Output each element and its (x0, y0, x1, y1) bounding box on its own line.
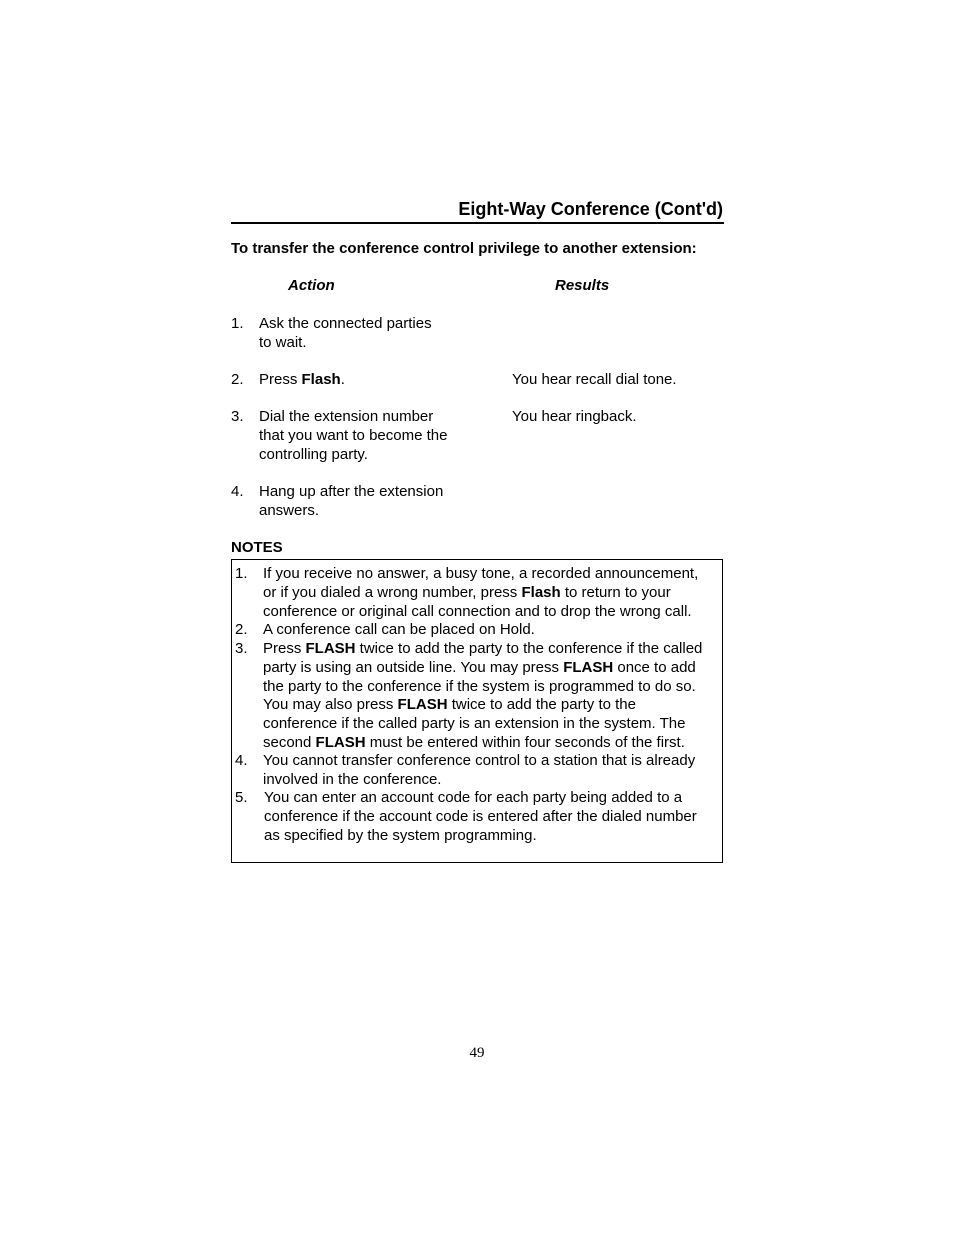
results-column-heading: Results (555, 277, 610, 294)
action-column-heading: Action (288, 277, 335, 294)
note-text: If you receive no answer, a busy tone, a recorded announcement, or if you dialed a wrong number, press Flash to return to your conference or original call connection and to drop the wrong call. (263, 565, 699, 620)
note-text: You cannot transfer conference control to a station that is already involved in the conference. (263, 752, 696, 788)
title-rule (231, 222, 724, 224)
step-action: Press Flash. (259, 371, 345, 388)
step-result: You hear ringback. (512, 408, 637, 425)
step-number: 1. (231, 315, 244, 332)
note-number: 3. (235, 640, 248, 657)
note-number: 1. (235, 565, 248, 582)
note-number: 5. (235, 789, 248, 806)
notes-box (231, 559, 723, 863)
step-number: 3. (231, 408, 244, 425)
note-text: A conference call can be placed on Hold. (263, 621, 535, 638)
flash-key-label: Flash (301, 371, 341, 388)
note-number: 2. (235, 621, 248, 638)
note-text: Press FLASH twice to add the party to the conference if the called party is using an outside line. You may press FLASH once to add the party to the conference if the system is programmed to do so. You may also press FLASH twice to add the party to the conference if the called party is an extension in the system. The second FLASH must be entered within four seconds of the first. (263, 640, 703, 751)
step-number: 4. (231, 483, 244, 500)
notes-heading: NOTES (231, 539, 283, 556)
step-number: 2. (231, 371, 244, 388)
procedure-intro: To transfer the conference control privilege to another extension: (231, 240, 697, 257)
note-text: You can enter an account code for each party being added to a conference if the account code is entered after the dialed number as specified by the system programming. (264, 789, 697, 844)
step-action: Hang up after the extension answers. (259, 483, 444, 519)
step-action: Dial the extension number that you want to become the controlling party. (259, 408, 448, 463)
page-title: Eight-Way Conference (Cont'd) (458, 199, 723, 219)
step-action: Ask the connected parties to wait. (259, 315, 432, 351)
note-number: 4. (235, 752, 248, 769)
step-result: You hear recall dial tone. (512, 371, 677, 388)
page-number: 49 (469, 1045, 485, 1061)
